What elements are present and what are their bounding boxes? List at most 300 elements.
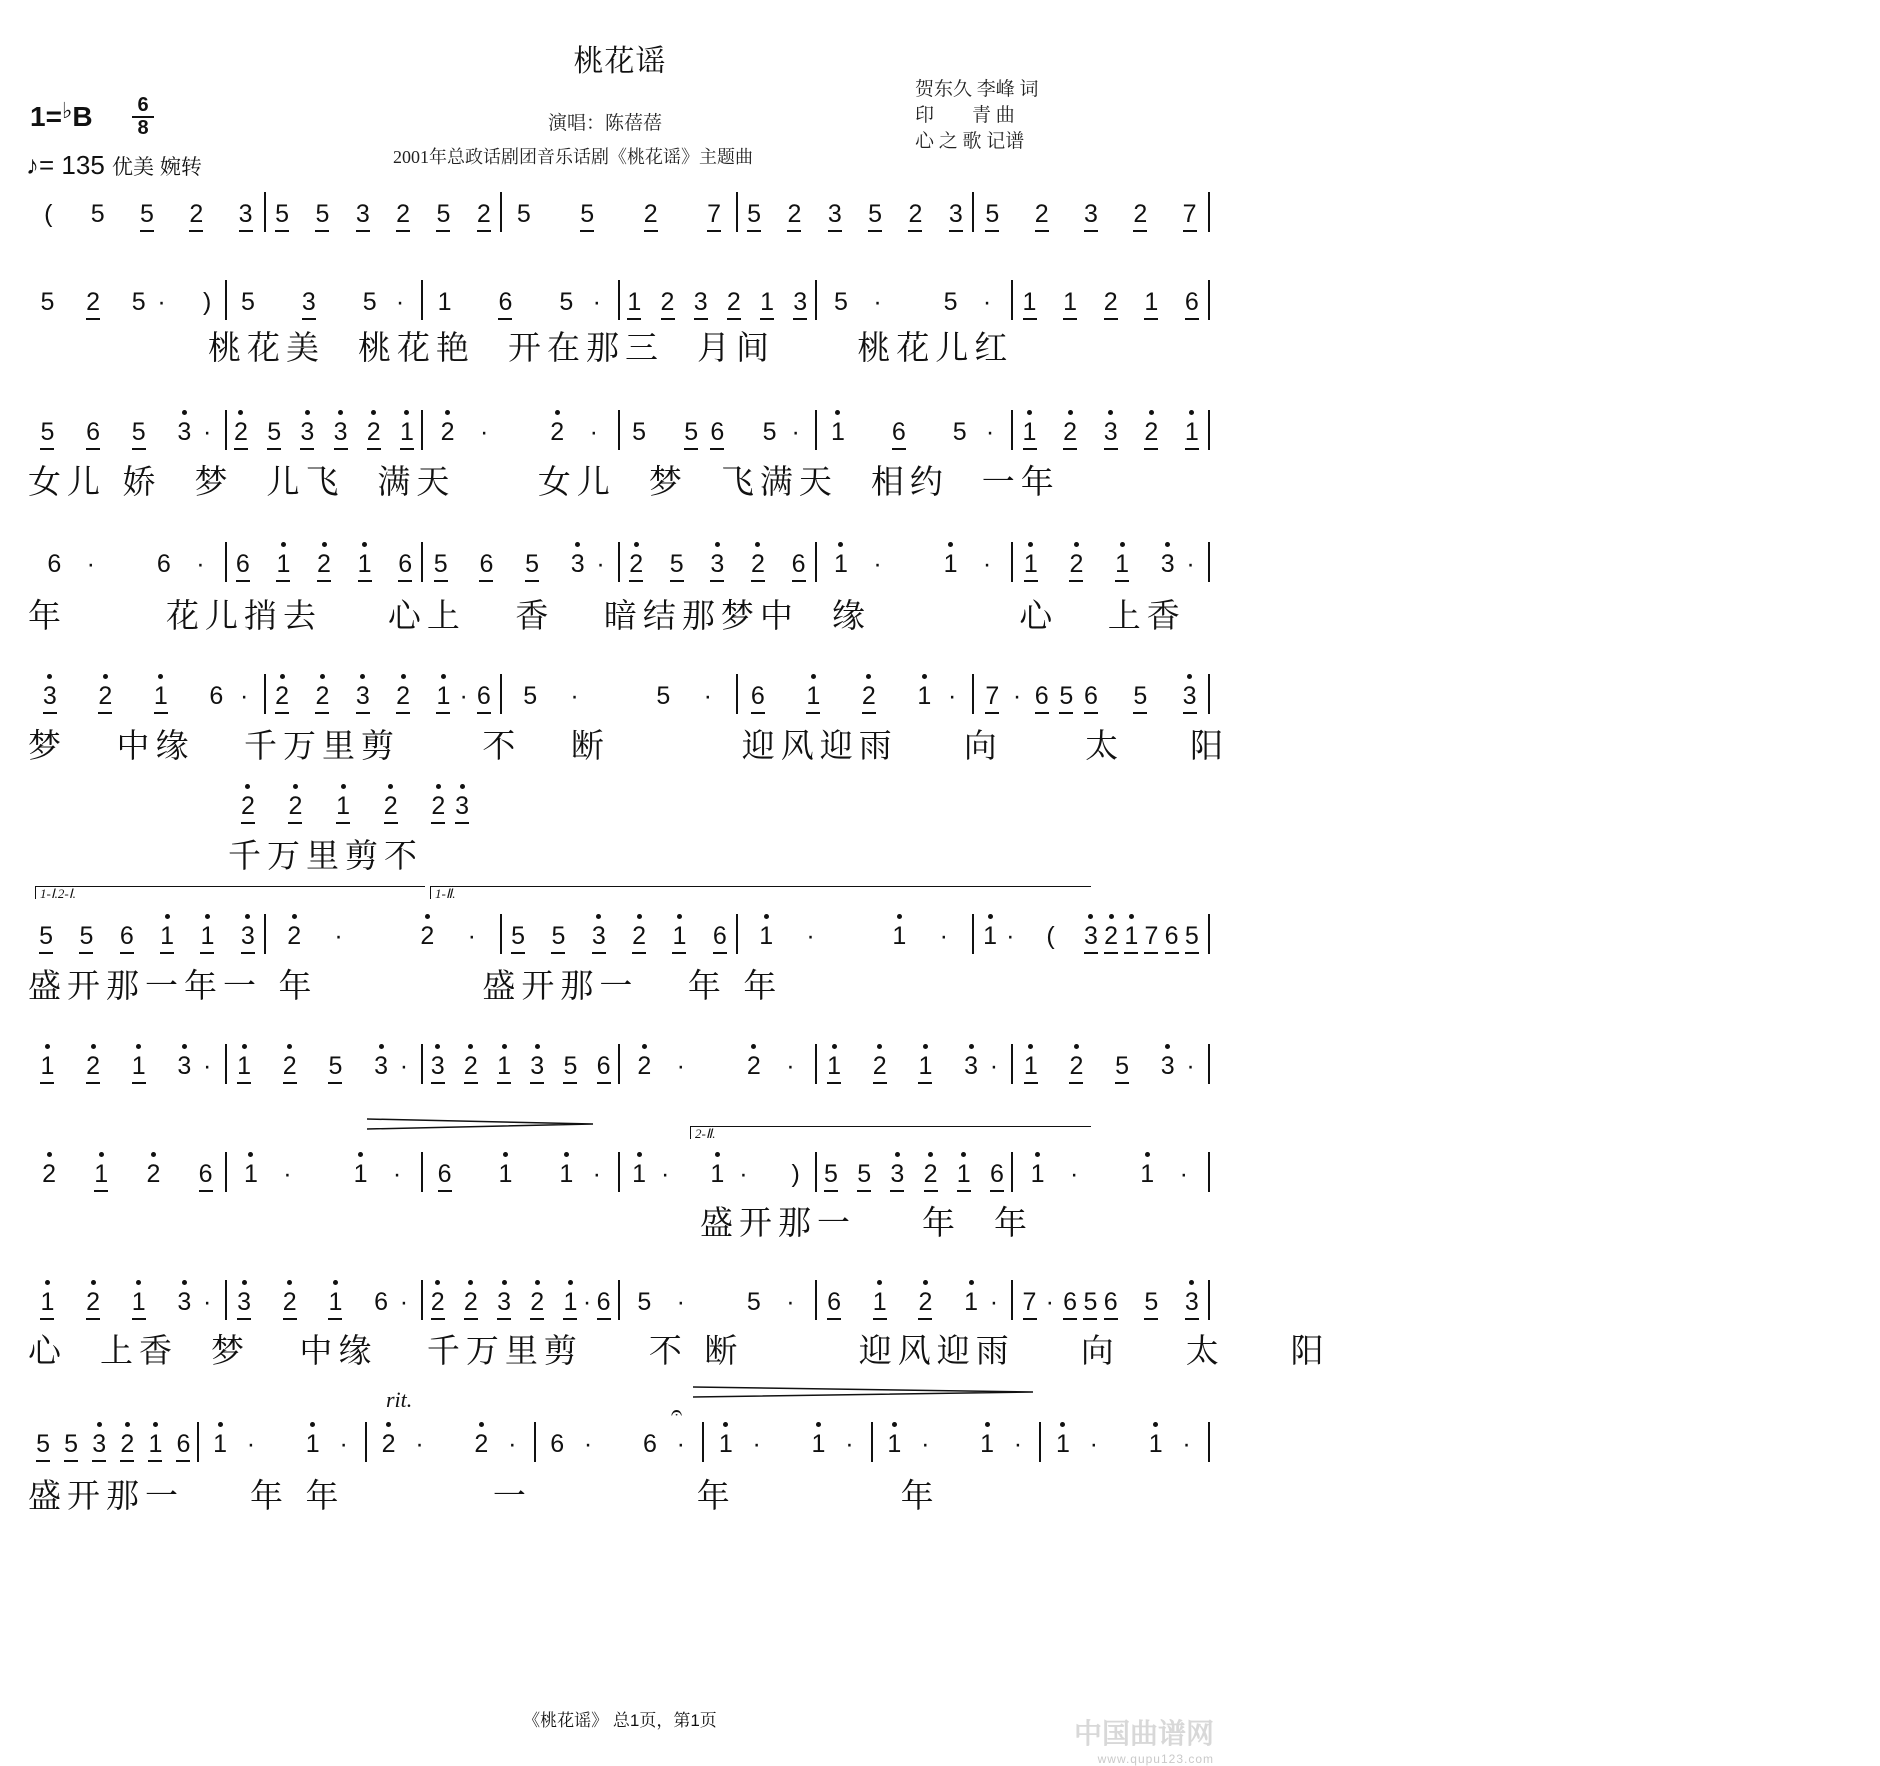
measure xyxy=(227,1042,422,1094)
notation-mark xyxy=(767,190,781,242)
measure xyxy=(704,1420,871,1472)
note: 3 xyxy=(177,1278,191,1330)
notation-mark xyxy=(907,540,921,592)
notation-mark xyxy=(126,672,140,724)
notation-mark xyxy=(547,1042,561,1094)
measure xyxy=(30,1150,225,1202)
lyric-line: 心 上香 梦 中缘 千万里剪 不 断 迎风迎雨 向 太 阳 xyxy=(28,1331,1330,1370)
note: 3 xyxy=(1183,672,1197,724)
note: 6 xyxy=(1165,912,1179,964)
expression-mark: 优美 婉转 xyxy=(112,156,202,179)
note: 6 xyxy=(642,1430,657,1458)
note: 5 xyxy=(525,540,539,592)
note: 2 xyxy=(315,672,329,724)
note: 6 xyxy=(209,682,224,710)
notation-mark xyxy=(120,1150,134,1202)
notation-mark xyxy=(548,540,562,592)
note: 1 xyxy=(213,1420,227,1472)
notation-mark xyxy=(612,672,626,724)
credits-block xyxy=(915,74,1095,154)
note: 1 xyxy=(1144,278,1158,330)
notation-mark xyxy=(165,190,179,242)
notation-mark: · xyxy=(676,1430,685,1458)
notation-mark: · xyxy=(589,418,598,446)
notation-mark xyxy=(841,1150,855,1202)
notation-mark xyxy=(214,190,228,242)
notation-mark xyxy=(1109,672,1123,724)
note: 1 xyxy=(983,912,997,964)
note: 3 xyxy=(374,1042,388,1094)
notation-mark xyxy=(874,1150,888,1202)
measure xyxy=(30,1420,197,1472)
note: 5 xyxy=(131,288,146,316)
note: 6 xyxy=(827,1278,841,1330)
notation-mark xyxy=(1059,190,1073,242)
note: 2 xyxy=(120,1420,134,1472)
tempo-marking xyxy=(26,150,202,181)
notation-mark xyxy=(1138,540,1152,592)
notation-mark: · xyxy=(982,550,992,578)
measure xyxy=(1041,1420,1208,1472)
notation-mark xyxy=(907,1150,921,1202)
note: 1 xyxy=(831,408,845,460)
note: 1 xyxy=(627,278,641,330)
notation-mark xyxy=(376,190,390,242)
note: 2 xyxy=(367,408,381,460)
bar-line xyxy=(1208,542,1210,582)
note: 6 xyxy=(479,540,493,592)
notation-mark xyxy=(684,1150,698,1202)
measure xyxy=(227,1278,422,1330)
notation-mark: · xyxy=(786,1288,795,1316)
note: 5 xyxy=(824,1150,838,1202)
note: 3 xyxy=(177,408,191,460)
notation-mark: · xyxy=(806,922,815,950)
note: 6 xyxy=(1035,672,1049,724)
notation-mark xyxy=(1124,408,1138,460)
note: 3 xyxy=(890,1150,904,1202)
note: 3 xyxy=(964,1042,978,1094)
notation-mark xyxy=(896,1278,910,1330)
note: 5 xyxy=(632,418,647,446)
note: 1 xyxy=(1024,1042,1038,1094)
note: 1 xyxy=(918,1042,932,1094)
notation-mark xyxy=(658,408,672,460)
note: 2 xyxy=(86,278,100,330)
notation-mark xyxy=(376,672,390,724)
notation-row xyxy=(30,408,1210,460)
note: 3 xyxy=(241,912,255,964)
notation-mark: · xyxy=(982,288,992,316)
measure xyxy=(738,672,972,724)
notation-mark xyxy=(941,1042,955,1094)
notation-mark xyxy=(1124,1278,1138,1330)
note: 1 xyxy=(40,1042,54,1094)
note: 7 xyxy=(985,672,999,724)
notation-mark xyxy=(182,672,196,724)
notation-mark xyxy=(376,912,390,964)
notation-mark xyxy=(71,672,85,724)
notation-mark xyxy=(317,408,331,460)
notation-mark: · xyxy=(1006,922,1015,950)
notation-mark xyxy=(1023,912,1037,964)
note: 3 xyxy=(1185,1278,1199,1330)
notation-mark xyxy=(468,1150,482,1202)
notation-mark: · xyxy=(739,1160,748,1188)
notation-mark xyxy=(337,540,351,592)
notation-row xyxy=(230,782,480,834)
note: 3 xyxy=(1084,912,1098,964)
note: 5 xyxy=(39,912,53,964)
note: 5 xyxy=(1115,1042,1129,1094)
measure xyxy=(367,1420,534,1472)
note: 5 xyxy=(267,408,281,460)
bar-line xyxy=(1208,1152,1210,1192)
notation-mark xyxy=(1010,190,1024,242)
measure xyxy=(423,1042,618,1094)
notation-mark xyxy=(922,408,936,460)
note: 5 xyxy=(275,190,289,242)
notation-mark xyxy=(649,540,663,592)
notation-mark: · xyxy=(395,288,405,316)
measure xyxy=(266,912,500,964)
note: 5 xyxy=(40,408,54,460)
notation-mark: · xyxy=(203,418,212,446)
lyric-line: 年 花儿捎去 心上 香 暗结那梦中 缘 心 上香 xyxy=(28,596,1186,635)
notation-mark xyxy=(100,912,114,964)
bar-line xyxy=(1208,914,1210,954)
measure xyxy=(817,540,1012,592)
note: 1 xyxy=(892,912,906,964)
notation-mark xyxy=(1165,408,1179,460)
note: 1 xyxy=(827,1042,841,1094)
notation-mark: · xyxy=(921,1430,930,1458)
note: 6 xyxy=(176,1420,190,1472)
note: 1 xyxy=(1149,1420,1163,1472)
note: 1 xyxy=(336,782,350,834)
notation-mark: · xyxy=(392,1160,402,1188)
note: 1 xyxy=(94,1150,108,1202)
note: 2 xyxy=(98,672,112,724)
notation-mark xyxy=(808,190,822,242)
notation-mark: · xyxy=(508,1430,517,1458)
note: 5 xyxy=(79,912,93,964)
notation-mark xyxy=(265,782,279,834)
note: 6 xyxy=(1185,278,1199,330)
watermark-logo: 中国曲谱网 www.qupu123.com xyxy=(1073,1719,1214,1766)
notation-mark: · xyxy=(989,1288,999,1316)
note: 6 xyxy=(477,672,491,724)
note: 3 xyxy=(356,672,370,724)
note: 6 xyxy=(199,1150,213,1202)
notation-mark: · xyxy=(203,1288,212,1316)
notation-mark: · xyxy=(703,682,712,710)
bar-line xyxy=(1208,410,1210,450)
notation-mark: · xyxy=(399,1288,409,1316)
note: 1 xyxy=(957,1150,971,1202)
notation-mark xyxy=(940,1150,954,1202)
notation-row xyxy=(30,1278,1210,1330)
composer: 印 青 曲 xyxy=(915,105,1015,126)
notation-mark xyxy=(306,1042,320,1094)
note: 1 xyxy=(719,1420,733,1472)
note: 2 xyxy=(288,782,302,834)
notation-mark xyxy=(177,278,191,330)
notation-mark xyxy=(295,672,309,724)
note: 2 xyxy=(644,190,658,242)
measure xyxy=(1013,1042,1208,1094)
note: 1 xyxy=(1023,278,1037,330)
note: 1 xyxy=(887,1420,901,1472)
note: 2 xyxy=(661,278,675,330)
notation-mark xyxy=(1104,1150,1118,1202)
notation-mark xyxy=(447,1278,461,1330)
note: 3 xyxy=(793,278,807,330)
notation-mark: · xyxy=(1089,1430,1098,1458)
notation-mark xyxy=(861,408,875,460)
note: 2 xyxy=(637,1042,651,1094)
note: 5 xyxy=(580,190,594,242)
note: 5 xyxy=(670,540,684,592)
measure xyxy=(974,190,1208,242)
note: 2 xyxy=(189,190,203,242)
notation-mark xyxy=(848,190,862,242)
notation-mark xyxy=(109,1278,123,1330)
note: 3 xyxy=(571,540,585,592)
notation-mark: · xyxy=(399,1052,409,1080)
note: 6 xyxy=(713,912,727,964)
measure xyxy=(30,278,225,330)
notation-mark xyxy=(140,912,154,964)
notation-mark xyxy=(531,912,545,964)
lyric-line: 女儿 娇 梦 儿飞 满天 女儿 梦 飞满天 相约 一年 xyxy=(28,462,1060,501)
notation-mark: · xyxy=(1186,550,1195,578)
note: 1 xyxy=(328,1278,342,1330)
note: 5 xyxy=(511,912,525,964)
notation-mark: · xyxy=(467,922,476,950)
note: 1 xyxy=(237,1042,251,1094)
measure xyxy=(30,672,264,724)
measure xyxy=(266,672,500,724)
note: 5 xyxy=(436,190,450,242)
measure xyxy=(502,672,736,724)
lyricist: 贺东久 李峰 词 xyxy=(915,79,1039,100)
notation-mark xyxy=(351,1278,365,1330)
note: 1 xyxy=(632,1150,646,1202)
notation-row xyxy=(30,1150,1210,1202)
notation-mark xyxy=(109,1042,123,1094)
notation-mark: · xyxy=(676,1052,685,1080)
measure xyxy=(620,408,815,460)
note: 5 xyxy=(746,1288,761,1316)
note: 5 xyxy=(90,200,105,228)
note: 5 xyxy=(857,1150,871,1202)
notation-mark xyxy=(416,672,430,724)
note: 1 xyxy=(1115,540,1129,592)
notation-mark: ( xyxy=(1046,922,1055,950)
note: 5 xyxy=(985,190,999,242)
note: 2 xyxy=(86,1042,100,1094)
notation-mark xyxy=(155,408,169,460)
lyric-line: 千万里剪不 xyxy=(228,836,423,875)
notation-mark xyxy=(275,1420,289,1472)
note: 5 xyxy=(362,288,377,316)
measure xyxy=(1013,540,1208,592)
notation-mark: · xyxy=(1013,1430,1023,1458)
notation-mark xyxy=(1083,408,1097,460)
notation-mark xyxy=(781,1420,795,1472)
notation-mark xyxy=(710,1278,724,1330)
note: 2 xyxy=(1035,190,1049,242)
note: 1 xyxy=(1056,1420,1070,1472)
note: 2 xyxy=(787,190,801,242)
note: 1 xyxy=(358,540,372,592)
measure xyxy=(423,408,618,460)
notation-mark: · xyxy=(339,1430,348,1458)
note: 1 xyxy=(200,912,214,964)
notation-mark xyxy=(59,912,73,964)
notation-mark xyxy=(378,540,392,592)
note: 2 xyxy=(727,278,741,330)
notation-mark xyxy=(690,540,704,592)
note: 1 xyxy=(1023,408,1037,460)
notation-mark xyxy=(63,408,77,460)
measure xyxy=(30,540,225,592)
notation-mark: · xyxy=(947,682,957,710)
note: 1 xyxy=(148,1420,162,1472)
measure xyxy=(817,1278,1012,1330)
time-signature xyxy=(132,96,154,138)
measure xyxy=(620,540,815,592)
singer-credit: 演唱：陈蓓蓓 xyxy=(548,113,663,134)
measure xyxy=(620,1042,815,1094)
lyric-line: 桃花美 桃花艳 开在那三 月间 桃花儿红 xyxy=(208,328,1014,367)
note: 5 xyxy=(1133,672,1147,724)
notation-row xyxy=(30,672,1210,724)
note: 5 xyxy=(684,408,698,460)
ritardando-mark: rit. xyxy=(386,1387,413,1412)
notation-mark xyxy=(736,408,750,460)
note: 1 xyxy=(760,278,774,330)
notation-mark xyxy=(1138,1042,1152,1094)
measure xyxy=(227,1150,422,1202)
note: 3 xyxy=(239,190,253,242)
notation-mark xyxy=(731,540,745,592)
note: 2 xyxy=(283,1278,297,1330)
notation-mark xyxy=(1158,190,1172,242)
note: 3 xyxy=(1161,540,1175,592)
note: 1 xyxy=(437,288,452,316)
bar-line xyxy=(1208,1280,1210,1320)
note: 5 xyxy=(868,190,882,242)
note: 5 xyxy=(762,418,777,446)
lyric-line: 盛开那一 年 年 一 年 年 xyxy=(28,1476,940,1515)
note: 5 xyxy=(434,540,448,592)
measure xyxy=(1013,1278,1208,1330)
note: 3 xyxy=(300,408,314,460)
note: 2 xyxy=(287,912,301,964)
notation-mark: · xyxy=(570,682,579,710)
note: 6 xyxy=(1084,672,1098,724)
note: 1 xyxy=(497,1042,511,1094)
notation-mark: · xyxy=(989,1052,999,1080)
note: 6 xyxy=(1063,1278,1077,1330)
note: 3 xyxy=(1161,1042,1175,1094)
transcriber: 心 之 歌 记谱 xyxy=(915,131,1025,152)
note: 3 xyxy=(356,190,370,242)
notation-row xyxy=(30,1042,1210,1094)
notation-mark xyxy=(297,540,311,592)
notation-mark: · xyxy=(283,1160,292,1188)
note: 2 xyxy=(873,1042,887,1094)
note: 2 xyxy=(862,672,876,724)
volta-bracket: 1-Ⅱ. xyxy=(430,886,1091,899)
note: 1 xyxy=(944,540,958,592)
note: 2 xyxy=(550,408,564,460)
bar-line xyxy=(1208,192,1210,232)
notation-mark xyxy=(457,190,471,242)
notation-mark: · xyxy=(1069,1160,1079,1188)
notation-mark xyxy=(162,1420,176,1472)
note: 5 xyxy=(315,190,329,242)
notation-mark: · xyxy=(592,1160,601,1188)
notation-mark xyxy=(66,190,80,242)
notation-mark xyxy=(1092,540,1106,592)
note: 5 xyxy=(1083,1278,1097,1330)
note: 1 xyxy=(806,672,820,724)
note: 3 xyxy=(237,1278,251,1330)
notation-mark xyxy=(284,408,298,460)
notation-mark: · xyxy=(203,1052,212,1080)
note: 3 xyxy=(710,540,724,592)
note: 7 xyxy=(1023,1278,1037,1330)
meter-denominator: 8 xyxy=(137,117,149,139)
note: 3 xyxy=(592,912,606,964)
measure xyxy=(817,1042,1012,1094)
note: 2 xyxy=(1069,1042,1083,1094)
notation-mark: · xyxy=(873,288,882,316)
notation-mark xyxy=(351,1042,365,1094)
note: 2 xyxy=(382,1420,396,1472)
note: 2 xyxy=(86,1278,100,1330)
note: 1 xyxy=(917,672,931,724)
notation-mark xyxy=(295,190,309,242)
note: 1 xyxy=(160,912,174,964)
notation-mark xyxy=(260,1042,274,1094)
notation-mark xyxy=(514,408,528,460)
note: 2 xyxy=(396,190,410,242)
note: 5 xyxy=(328,1042,342,1094)
notation-mark xyxy=(78,1420,92,1472)
notation-mark: · xyxy=(479,418,489,446)
note: 1 xyxy=(1031,1150,1045,1202)
notation-mark xyxy=(360,782,374,834)
note: 1 xyxy=(40,1278,54,1330)
notation-mark xyxy=(896,1042,910,1094)
note: 3 xyxy=(1104,408,1118,460)
notation-mark xyxy=(63,1278,77,1330)
notation-mark xyxy=(850,1278,864,1330)
notation-mark xyxy=(1118,1420,1132,1472)
measure xyxy=(30,1042,225,1094)
notation-mark: · xyxy=(845,1430,854,1458)
notation-row xyxy=(30,912,1210,964)
measure xyxy=(423,540,618,592)
note: 5 xyxy=(140,190,154,242)
note: 3 xyxy=(497,1278,511,1330)
bar-line xyxy=(1208,280,1210,320)
note: 6 xyxy=(892,408,906,460)
